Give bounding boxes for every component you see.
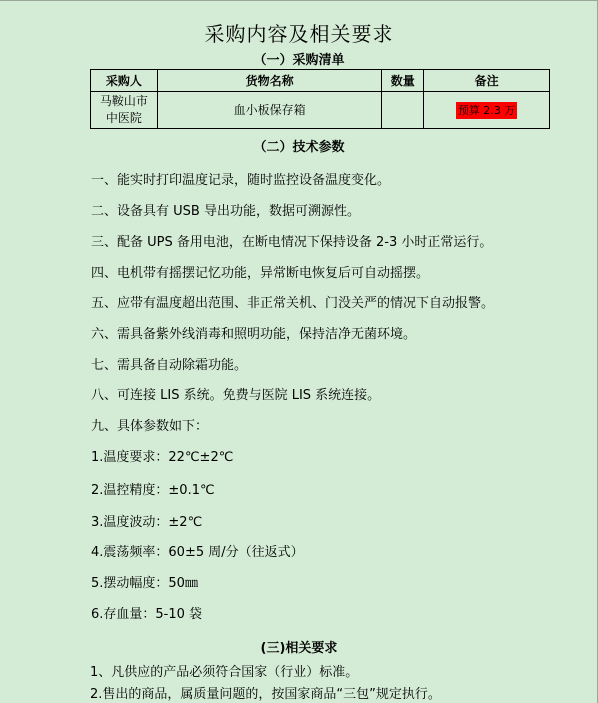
spec-item: 4.震荡频率：60±5 周/分（往返式）: [91, 545, 304, 560]
param-item: 六、需具备紫外线消毒和照明功能，保持洁净无菌环境。: [91, 327, 417, 342]
spec-item: 2.温控精度：±0.1℃: [91, 483, 215, 498]
buyer-line-1: 马鞍山市: [99, 94, 148, 108]
param-item: 五、应带有温度超出范围、非正常关机、门没关严的情况下自动报警。: [91, 296, 495, 311]
spec-item: 6.存血量：5-10 袋: [91, 607, 203, 622]
header-buyer: 采购人: [91, 70, 158, 92]
param-item: 一、能实时打印温度记录，随时监控设备温度变化。: [91, 173, 391, 188]
table-header-row: [91, 70, 550, 92]
param-item: 九、具体参数如下：: [91, 419, 209, 434]
param-item: 七、需具备自动除霜功能。: [91, 358, 248, 373]
param-item: 三、配备 UPS 备用电池，在断电情况下保持设备 2-3 小时正常运行。: [91, 235, 493, 250]
header-item-name: 货物名称: [157, 70, 381, 92]
page-frame-top: [0, 0, 598, 1]
table-row: [91, 92, 550, 129]
cell-item-name: 血小板保存箱: [157, 92, 381, 129]
spec-item: 1.温度要求：22℃±2℃: [91, 450, 234, 465]
requirement-item: 2.售出的商品，属质量问题的，按国家商品“三包”规定执行。: [90, 687, 441, 702]
spec-item: 5.摆动幅度：50㎜: [91, 576, 198, 591]
budget-highlight: 预算 2.3 万: [457, 103, 516, 117]
header-remarks: 备注: [424, 70, 550, 92]
param-item: 二、设备具有 USB 导出功能，数据可溯源性。: [91, 204, 360, 219]
header-quantity: 数量: [382, 70, 424, 92]
requirement-item: 1、凡供应的产品必须符合国家（行业）标准。: [90, 665, 359, 680]
section-title-requirements: (三)相关要求: [260, 641, 338, 656]
spec-item: 3.温度波动：±2℃: [91, 515, 203, 530]
cell-buyer: [91, 92, 158, 129]
param-item: 四、电机带有摇摆记忆功能，异常断电恢复后可自动摇摆。: [91, 266, 430, 281]
buyer-line-2: 中医院: [105, 111, 142, 125]
document-title: 采购内容及相关要求: [204, 22, 394, 46]
cell-quantity: [382, 92, 424, 129]
purchase-list-table: [90, 69, 550, 129]
section-title-purchase-list: （一）采购清单: [253, 53, 345, 68]
param-item: 八、可连接 LIS 系统。免费与医院 LIS 系统连接。: [91, 388, 381, 403]
section-title-tech-params: （二）技术参数: [253, 140, 345, 155]
cell-remarks: [424, 92, 550, 129]
